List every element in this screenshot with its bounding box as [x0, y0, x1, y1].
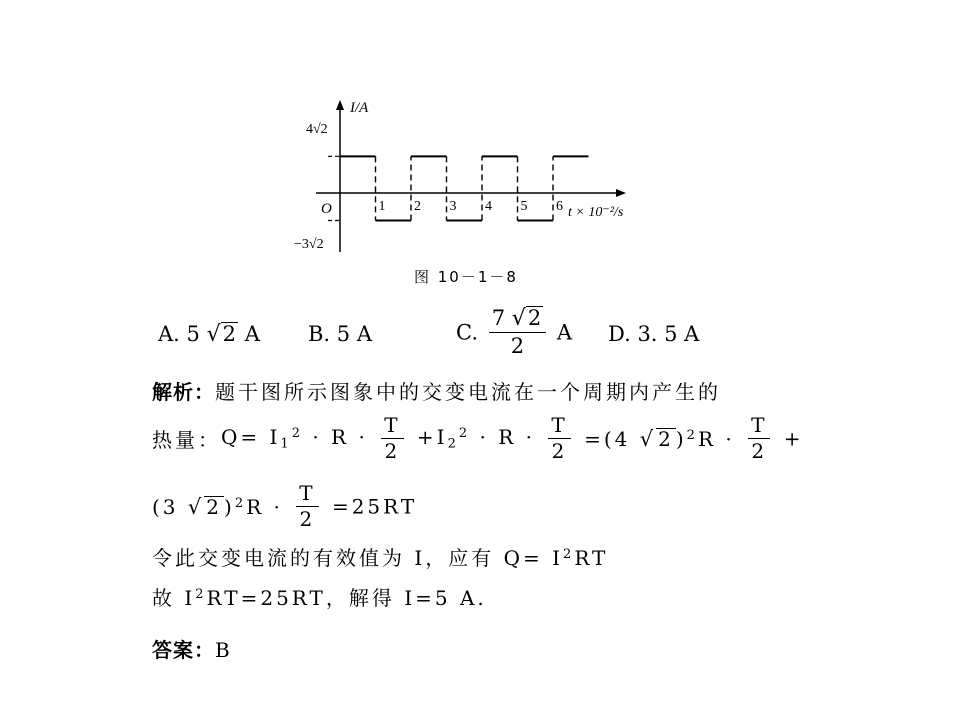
- waveform: [328, 156, 589, 220]
- y-axis-arrow: [336, 100, 344, 110]
- x-tick-label: 1: [378, 199, 386, 214]
- x-tick-label: 4: [485, 199, 492, 214]
- x-tick-label: 5: [520, 199, 528, 214]
- analysis-line-4: 令此交变电流的有效值为 I，应有 $Q= I^2RT$: [152, 546, 609, 570]
- y-top-label: 4√2: [306, 122, 328, 137]
- answer-label: 答案：: [152, 638, 215, 662]
- figure-caption: 图 10－1－8: [414, 268, 518, 286]
- answer-line: [152, 634, 233, 663]
- x-tick-label: 6: [556, 199, 563, 214]
- analysis-line-5: 故 $I^2RT=25RT$，解得 I=5 A.: [152, 586, 487, 610]
- x-tick-label: 2: [414, 199, 421, 214]
- analysis-line-1: 解析：题干图所示图象中的交变电流在一个周期内产生的: [152, 380, 721, 404]
- square-wave-figure: [290, 92, 650, 260]
- option-c: C. $\frac{7 √2}{2}$ A: [456, 306, 573, 359]
- option-d: D. 3. 5 A: [608, 322, 700, 346]
- analysis-line-3: (3 √ 2 )$^2$R · $\frac{T}{2}$ =25RT: [152, 481, 418, 531]
- x-tick-labels: [379, 199, 564, 214]
- x-tick-label: 3: [449, 199, 457, 214]
- x-axis-label: t × 10⁻²/s: [568, 205, 624, 220]
- answer-value: B: [215, 638, 233, 662]
- origin-label: O: [321, 201, 332, 217]
- y-axis-label: I/A: [350, 100, 369, 116]
- x-axis-arrow: [616, 189, 626, 197]
- y-bottom-label: −3√2: [294, 237, 324, 252]
- option-a: A. 5 √2 A: [158, 322, 260, 347]
- analysis-label: 解析：: [152, 380, 215, 404]
- option-b: B. 5 A: [308, 322, 372, 346]
- analysis-line-2: 热量：$Q= I_1^2 \cdot R$ · $\frac{T}{2}$ $+I_2^2 \cdot R$ · $\frac{T}{2}$ =(4 √ 2 )$^2$R · $\frac{T}{2}$ +: [152, 413, 804, 463]
